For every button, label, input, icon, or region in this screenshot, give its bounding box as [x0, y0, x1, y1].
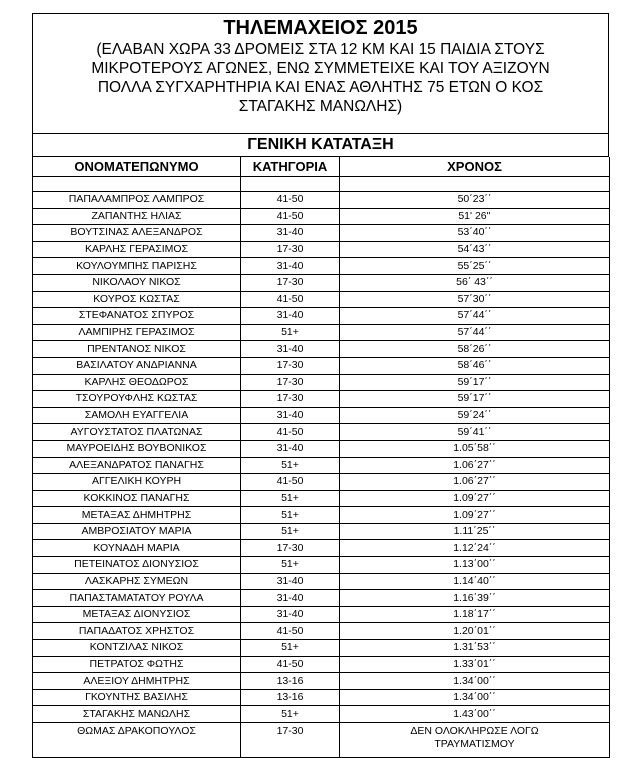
column-header-name: ΟΝΟΜΑΤΕΠΩΝΥΜΟ — [33, 157, 241, 177]
category-cell: 17-30 — [241, 357, 340, 374]
category-cell: 51+ — [241, 457, 340, 474]
table-row — [33, 341, 610, 358]
time-cell: 1.33΄01΄΄ — [340, 656, 610, 673]
time-cell: 1.11΄25΄΄ — [340, 523, 610, 540]
time-cell: 1.13΄00΄΄ — [340, 557, 610, 574]
time-cell: 1.09΄27΄΄ — [340, 507, 610, 524]
table-row — [33, 308, 610, 325]
runner-name-cell: ΑΛΕΞΙΟΥ ΔΗΜΗΤΡΗΣ — [33, 673, 241, 690]
runner-name-cell: ΠΑΠΑΛΑΜΠΡΟΣ ΛΑΜΠΡΟΣ — [33, 192, 241, 209]
table-row — [33, 440, 610, 457]
runner-name-cell: ΚΑΡΛΗΣ ΘΕΟΔΩΡΟΣ — [33, 374, 241, 391]
category-cell: 17-30 — [241, 241, 340, 258]
time-cell: 1.05΄58΄΄ — [340, 440, 610, 457]
empty-cell — [33, 177, 241, 192]
empty-cell — [340, 177, 610, 192]
time-cell: 1.14΄40΄΄ — [340, 573, 610, 590]
subtitle-line-3: ΠΟΛΛΑ ΣΥΓΧΑΡΗΤΗΡΙΑ ΚΑΙ ΕΝΑΣ ΑΘΛΗΤΗΣ 75 ΕΤΩΝ Ο ΚΟΣ — [97, 79, 544, 96]
time-cell: 50΄23΄΄ — [340, 192, 610, 209]
runner-name-cell: ΛΑΜΠΙΡΗΣ ΓΕΡΑΣΙΜΟΣ — [33, 324, 241, 341]
category-cell: 51+ — [241, 490, 340, 507]
runner-name-cell: ΛΑΣΚΑΡΗΣ ΣΥΜΕΩΝ — [33, 573, 241, 590]
table-row — [33, 407, 610, 424]
time-cell: 1.16΄39΄΄ — [340, 590, 610, 607]
runner-name-cell: ΝΙΚΟΛΑΟΥ ΝΙΚΟΣ — [33, 274, 241, 291]
category-cell: 31-40 — [241, 308, 340, 325]
table-row — [33, 689, 610, 706]
results-body — [33, 177, 610, 758]
spacer-row — [33, 177, 610, 192]
time-cell: 59΄24΄΄ — [340, 407, 610, 424]
page-title: ΤΗΛΕΜΑΧΕΙΟΣ 2015 — [223, 17, 418, 39]
time-cell: 58΄46΄΄ — [340, 357, 610, 374]
dnf-note-line: ΤΡΑΥΜΑΤΙΣΜΟΥ — [434, 738, 515, 750]
runner-name-cell: ΚΟΚΚΙΝΟΣ ΠΑΝΑΓΗΣ — [33, 490, 241, 507]
runner-name-cell: ΚΟΥΡΟΣ ΚΩΣΤΑΣ — [33, 291, 241, 308]
time-cell: 1.20΄01΄΄ — [340, 623, 610, 640]
results-table — [32, 157, 610, 758]
table-row — [33, 523, 610, 540]
time-cell: 59΄17΄΄ — [340, 391, 610, 408]
runner-name-cell: ΚΟΝΤΖΙΛΑΣ ΝΙΚΟΣ — [33, 640, 241, 657]
time-cell: 1.34΄00΄΄ — [340, 689, 610, 706]
category-cell: 31-40 — [241, 590, 340, 607]
category-cell: 41-50 — [241, 474, 340, 491]
table-row — [33, 606, 610, 623]
table-row — [33, 192, 610, 209]
time-cell: 58΄26΄΄ — [340, 341, 610, 358]
table-row — [33, 424, 610, 441]
category-cell: 31-40 — [241, 407, 340, 424]
category-cell: 17-30 — [241, 540, 340, 557]
runner-name-cell: ΜΑΥΡΟΕΙΔΗΣ ΒΟΥΒΟΝΙΚΟΣ — [33, 440, 241, 457]
category-cell: 41-50 — [241, 291, 340, 308]
runner-name-cell: ΒΟΥΤΣΙΝΑΣ ΑΛΕΞΑΝΔΡΟΣ — [33, 225, 241, 242]
table-row — [33, 706, 610, 723]
runner-name-cell: ΒΑΣΙΛΑΤΟΥ ΑΝΔΡΙΑΝΝΑ — [33, 357, 241, 374]
runner-name-cell: ΚΟΥΛΟΥΜΠΗΣ ΠΑΡΙΣΗΣ — [33, 258, 241, 275]
table-row — [33, 225, 610, 242]
category-cell: 51+ — [241, 557, 340, 574]
category-cell: 13-16 — [241, 689, 340, 706]
runner-name-cell: ΣΤΑΓΑΚΗΣ ΜΑΝΩΛΗΣ — [33, 706, 241, 723]
column-header-time: ΧΡΟΝΟΣ — [340, 157, 610, 177]
category-cell: 51+ — [241, 324, 340, 341]
runner-name-cell: ΠΑΠΑΣΤΑΜΑΤΑΤΟΥ ΡΟΥΛΑ — [33, 590, 241, 607]
runner-name-cell: ΠΡΕΝΤΑΝΟΣ ΝΙΚΟΣ — [33, 341, 241, 358]
table-row — [33, 324, 610, 341]
subtitle-line-4: ΣΤΑΓΑΚΗΣ ΜΑΝΩΛΗΣ) — [238, 98, 403, 115]
time-cell: 1.12΄24΄΄ — [340, 540, 610, 557]
runner-name-cell: ΠΕΤΕΙΝΑΤΟΣ ΔΙΟΝΥΣΙΟΣ — [33, 557, 241, 574]
runner-name-cell: ΑΛΕΞΑΝΔΡΑΤΟΣ ΠΑΝΑΓΗΣ — [33, 457, 241, 474]
time-cell: 1.43΄00΄΄ — [340, 706, 610, 723]
time-cell: 53΄40΄΄ — [340, 225, 610, 242]
runner-name-cell: ΖΑΠΑΝΤΗΣ ΗΛΙΑΣ — [33, 208, 241, 225]
runner-name-cell: ΜΕΤΑΞΑΣ ΔΗΜΗΤΡΗΣ — [33, 507, 241, 524]
runner-name-cell: ΠΑΠΑΔΑΤΟΣ ΧΡΗΣΤΟΣ — [33, 623, 241, 640]
category-cell: 31-40 — [241, 606, 340, 623]
column-header-category: ΚΑΤΗΓΟΡΙΑ — [241, 157, 340, 177]
subtitle-line-1: (ΕΛΑΒΑΝ ΧΩΡΑ 33 ΔΡΟΜΕΙΣ ΣΤΑ 12 ΚΜ ΚΑΙ 15 ΠΑΙΔΙΑ ΣΤΟΥΣ — [96, 41, 545, 58]
category-cell: 41-50 — [241, 208, 340, 225]
runner-name-cell: ΘΩΜΑΣ ΔΡΑΚΟΠΟΥΛΟΣ — [33, 723, 241, 758]
runner-name-cell: ΑΜΒΡΟΣΙΑΤΟΥ ΜΑΡΙΑ — [33, 523, 241, 540]
table-row — [33, 573, 610, 590]
table-row — [33, 258, 610, 275]
runner-name-cell: ΠΕΤΡΑΤΟΣ ΦΩΤΗΣ — [33, 656, 241, 673]
category-cell: 41-50 — [241, 623, 340, 640]
table-row — [33, 474, 610, 491]
title-block — [32, 13, 609, 134]
table-row — [33, 391, 610, 408]
category-cell: 17-30 — [241, 391, 340, 408]
table-row — [33, 656, 610, 673]
time-cell: 1.06΄27΄΄ — [340, 457, 610, 474]
category-cell: 17-30 — [241, 723, 340, 758]
category-cell: 51+ — [241, 706, 340, 723]
time-cell: 1.06΄27΄΄ — [340, 474, 610, 491]
category-cell: 41-50 — [241, 656, 340, 673]
time-cell: 55΄25΄΄ — [340, 258, 610, 275]
time-cell: 59΄41΄΄ — [340, 424, 610, 441]
results-sheet — [32, 13, 609, 758]
table-header-row — [33, 157, 610, 177]
time-cell: 1.09΄27΄΄ — [340, 490, 610, 507]
category-cell: 13-16 — [241, 673, 340, 690]
time-cell — [340, 723, 610, 758]
empty-cell — [241, 177, 340, 192]
table-row — [33, 640, 610, 657]
category-cell: 41-50 — [241, 424, 340, 441]
table-row — [33, 623, 610, 640]
time-cell: 1.34΄00΄΄ — [340, 673, 610, 690]
table-row — [33, 291, 610, 308]
time-cell: 51' 26'' — [340, 208, 610, 225]
table-row — [33, 507, 610, 524]
category-cell: 41-50 — [241, 192, 340, 209]
table-row — [33, 673, 610, 690]
table-row — [33, 357, 610, 374]
category-cell: 51+ — [241, 523, 340, 540]
runner-name-cell: ΑΓΓΕΛΙΚΗ ΚΟΥΡΗ — [33, 474, 241, 491]
category-cell: 51+ — [241, 640, 340, 657]
time-cell: 56΄ 43΄΄ — [340, 274, 610, 291]
table-row — [33, 241, 610, 258]
table-row — [33, 490, 610, 507]
runner-name-cell: ΚΑΡΛΗΣ ΓΕΡΑΣΙΜΟΣ — [33, 241, 241, 258]
category-cell: 51+ — [241, 507, 340, 524]
runner-name-cell: ΑΥΓΟΥΣΤΑΤΟΣ ΠΛΑΤΩΝΑΣ — [33, 424, 241, 441]
runner-name-cell: ΣΑΜΟΛΗ ΕΥΑΓΓΕΛΙΑ — [33, 407, 241, 424]
time-cell: 57΄44΄΄ — [340, 324, 610, 341]
runner-name-cell: ΚΟΥΝΑΔΗ ΜΑΡΙΑ — [33, 540, 241, 557]
time-cell: 54΄43΄΄ — [340, 241, 610, 258]
subtitle-line-2: ΜΙΚΡΟΤΕΡΟΥΣ ΑΓΩΝΕΣ, ΕΝΩ ΣΥΜΜΕΤΕΙΧΕ ΚΑΙ ΤΟΥ ΑΞΙΖΟΥΝ — [91, 60, 550, 77]
dnf-note-line: ΔΕΝ ΟΛΟΚΛΗΡΩΣΕ ΛΟΓΩ — [410, 725, 539, 737]
table-row — [33, 557, 610, 574]
category-cell: 17-30 — [241, 374, 340, 391]
time-cell: 59΄17΄΄ — [340, 374, 610, 391]
table-row — [33, 590, 610, 607]
runner-name-cell: ΣΤΕΦΑΝΑΤΟΣ ΣΠΥΡΟΣ — [33, 308, 241, 325]
category-cell: 31-40 — [241, 573, 340, 590]
table-row — [33, 457, 610, 474]
table-row — [33, 723, 610, 758]
table-row — [33, 208, 610, 225]
table-row — [33, 274, 610, 291]
runner-name-cell: ΤΣΟΥΡΟΥΦΛΗΣ ΚΩΣΤΑΣ — [33, 391, 241, 408]
category-cell: 17-30 — [241, 274, 340, 291]
section-title: ΓΕΝΙΚΗ ΚΑΤΑΤΑΞΗ — [32, 134, 609, 157]
time-cell: 57΄44΄΄ — [340, 308, 610, 325]
runner-name-cell: ΓΚΟΥΝΤΗΣ ΒΑΣΙΛΗΣ — [33, 689, 241, 706]
runner-name-cell: ΜΕΤΑΞΑΣ ΔΙΟΝΥΣΙΟΣ — [33, 606, 241, 623]
category-cell: 31-40 — [241, 258, 340, 275]
time-cell: 1.31΄53΄΄ — [340, 640, 610, 657]
table-row — [33, 540, 610, 557]
category-cell: 31-40 — [241, 341, 340, 358]
time-cell: 57΄30΄΄ — [340, 291, 610, 308]
time-cell: 1.18΄17΄΄ — [340, 606, 610, 623]
category-cell: 31-40 — [241, 440, 340, 457]
category-cell: 31-40 — [241, 225, 340, 242]
table-row — [33, 374, 610, 391]
